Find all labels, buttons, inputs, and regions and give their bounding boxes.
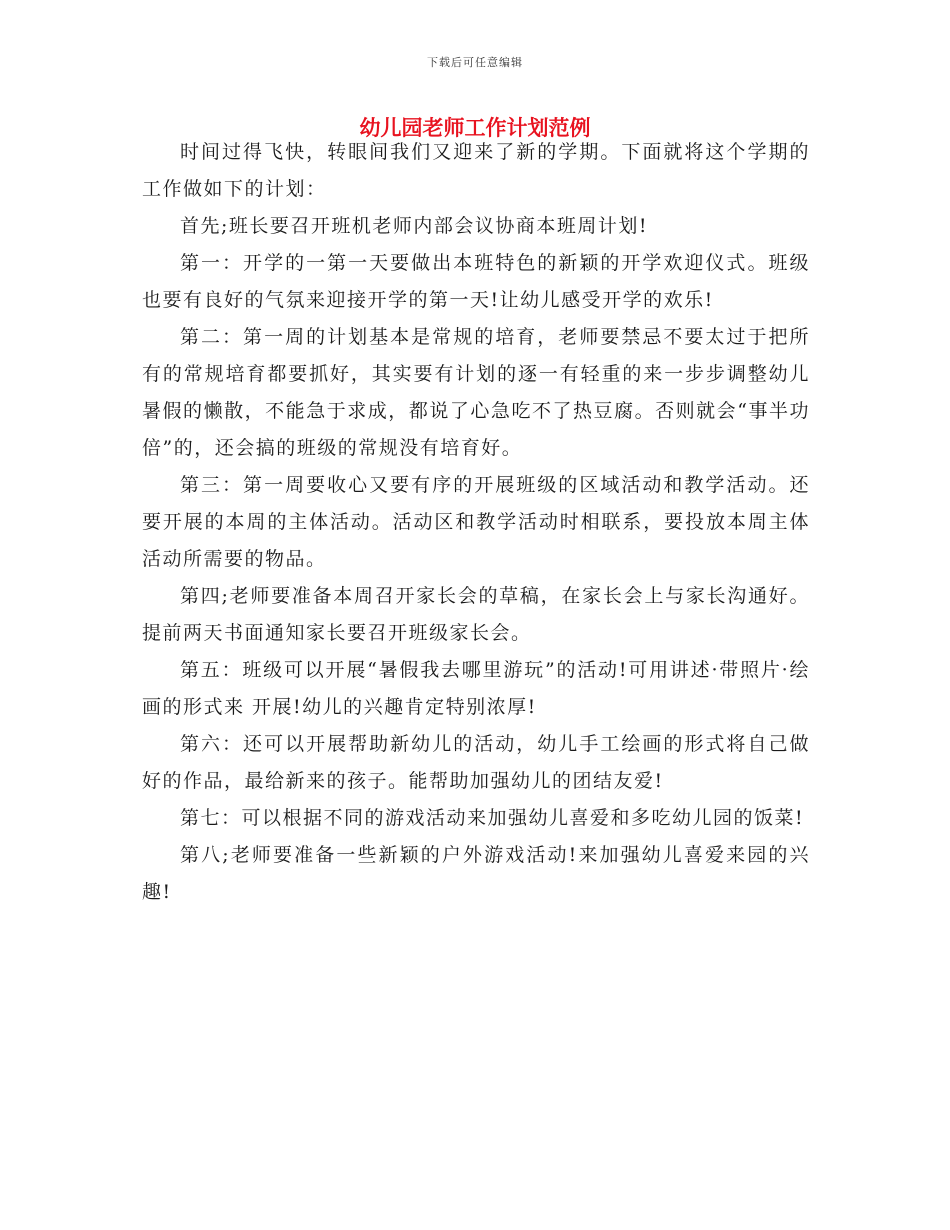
paragraph-item-8: 第八;老师要准备一些新颖的户外游戏活动!来加强幼儿喜爱来园的兴趣! <box>142 844 810 903</box>
paragraph-item-4: 第四;老师要准备本周召开家长会的草稿，在家长会上与家长沟通好。提前两天书面通知家长要召开班级家长会。 <box>142 585 810 644</box>
header-note: 下载后可任意编辑 <box>427 56 523 69</box>
document-title: 幼儿园老师工作计划范例 <box>359 116 591 140</box>
paragraph-intro: 时间过得飞快，转眼间我们又迎来了新的学期。下面就将这个学期的工作做如下的计划： <box>142 141 810 200</box>
document-body <box>142 134 810 911</box>
paragraph-item-2: 第二：第一周的计划基本是常规的培育，老师要禁忌不要太过于把所有的常规培育都要抓好，其实要有计划的逐一有轻重的来一步步调整幼儿暑假的懒散，不能急于求成，都说了心急吃不了热豆腐。否则就会“事半功倍”的，还会搞的班级的常规没有培育好。 <box>142 326 810 459</box>
paragraph-first-step: 首先;班长要召开班机老师内部会议协商本班周计划! <box>180 215 649 237</box>
paragraph-item-3: 第三：第一周要收心又要有序的开展班级的区域活动和教学活动。还要开展的本周的主体活动。活动区和教学活动时相联系，要投放本周主体活动所需要的物品。 <box>142 474 810 570</box>
paragraph-item-5: 第五：班级可以开展“暑假我去哪里游玩”的活动!可用讲述·带照片·绘画的形式来 开展!幼儿的兴趣肯定特别浓厚! <box>142 659 810 718</box>
paragraph-item-6: 第六：还可以开展帮助新幼儿的活动，幼儿手工绘画的形式将自己做好的作品，最给新来的孩子。能帮助加强幼儿的团结友爱! <box>142 733 810 792</box>
paragraph-item-1: 第一：开学的一第一天要做出本班特色的新颖的开学欢迎仪式。班级也要有良好的气氛来迎接开学的第一天!让幼儿感受开学的欢乐! <box>142 252 810 311</box>
paragraph-item-7: 第七：可以根据不同的游戏活动来加强幼儿喜爱和多吃幼儿园的饭菜! <box>180 807 805 829</box>
